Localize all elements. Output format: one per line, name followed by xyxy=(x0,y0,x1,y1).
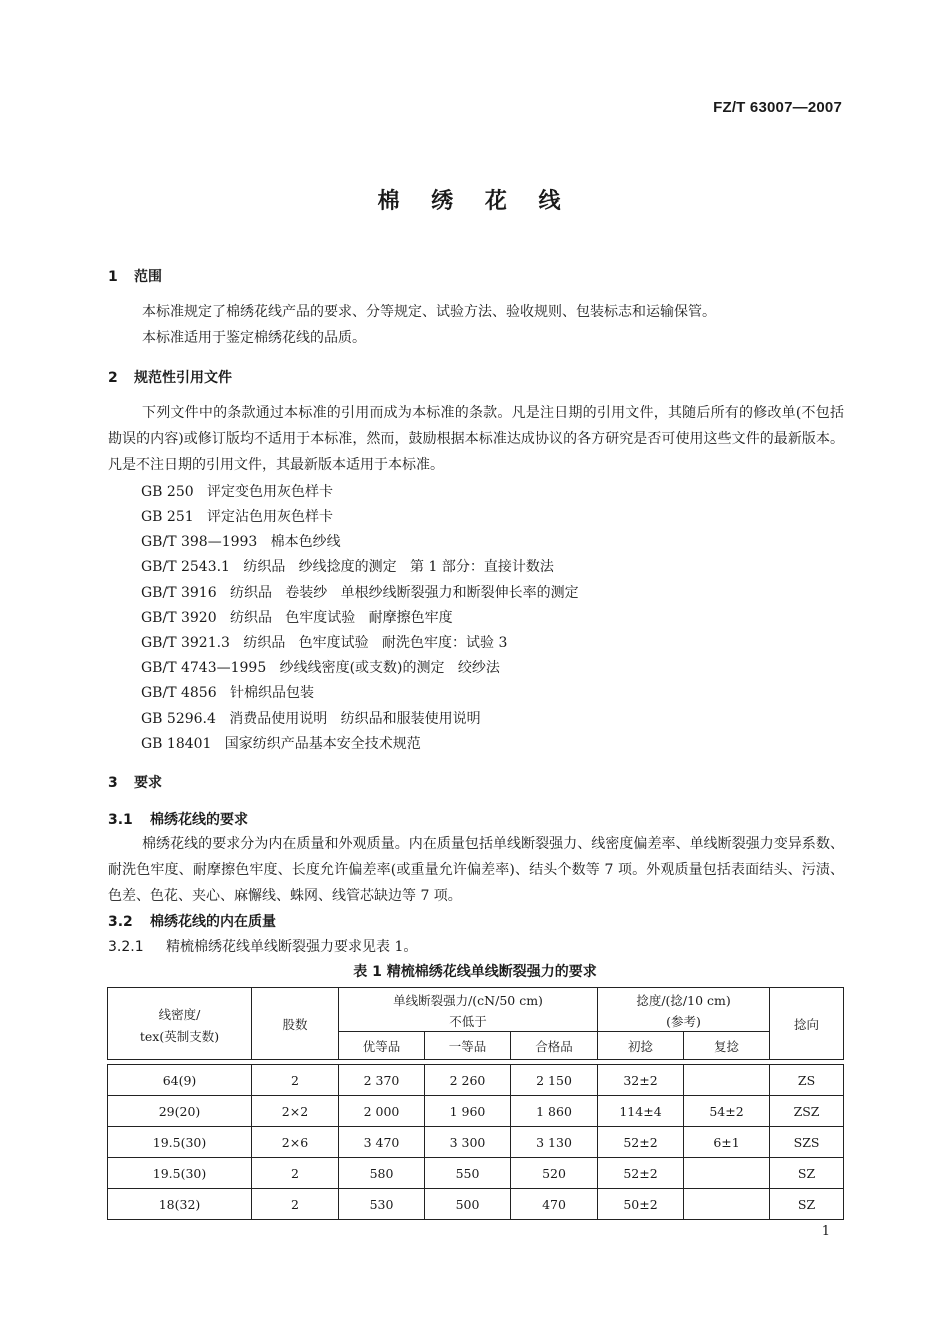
header-twist-sub: (参考) xyxy=(598,1012,770,1032)
section-text: 精梳棉绣花线单线断裂强力要求见表 1。 xyxy=(166,939,418,955)
cell: 2 xyxy=(252,1158,339,1189)
cell: 470 xyxy=(511,1189,598,1220)
reference-item: GB/T 4743—1995 纱线线密度(或支数)的测定 绞纱法 xyxy=(141,660,500,676)
cell: 1 960 xyxy=(425,1096,511,1127)
reference-item: GB/T 398—1993 棉本色纱线 xyxy=(141,534,341,550)
header-twist-initial: 初捻 xyxy=(598,1032,684,1060)
cell: 64(9) xyxy=(108,1065,252,1096)
standard-number: FZ/T 63007—2007 xyxy=(713,99,842,116)
cell xyxy=(684,1189,770,1220)
cell: SZS xyxy=(770,1127,844,1158)
cell: 50±2 xyxy=(598,1189,684,1220)
cell: 1 860 xyxy=(511,1096,598,1127)
section-title: 范围 xyxy=(134,269,162,285)
cell xyxy=(684,1158,770,1189)
cell: 54±2 xyxy=(684,1096,770,1127)
table-row xyxy=(108,1096,844,1127)
cell: 530 xyxy=(339,1189,425,1220)
section-3-1-heading xyxy=(108,809,248,829)
section-1-heading xyxy=(108,266,162,286)
header-direction: 捻向 xyxy=(770,988,844,1060)
section-title: 棉绣花线的要求 xyxy=(150,812,248,828)
cell: 2 xyxy=(252,1189,339,1220)
cell: 2 370 xyxy=(339,1065,425,1096)
reference-item: GB/T 3916 纺织品 卷装纱 单根纱线断裂强力和断裂伸长率的测定 xyxy=(141,585,579,601)
cell: 500 xyxy=(425,1189,511,1220)
cell: SZ xyxy=(770,1158,844,1189)
header-line: 线密度/ xyxy=(158,1006,201,1022)
table-caption: 表 1 精梳棉绣花线单线断裂强力的要求 xyxy=(353,964,597,980)
header-strength-sub: 不低于 xyxy=(339,1012,598,1032)
page-number: 1 xyxy=(821,1224,830,1239)
table-row xyxy=(108,1189,844,1220)
cell: 19.5(30) xyxy=(108,1158,252,1189)
section-3-2-heading xyxy=(108,911,276,931)
header-line: tex(英制支数) xyxy=(139,1028,220,1044)
document-title: 棉 绣 花 线 xyxy=(377,189,573,214)
cell: 3 130 xyxy=(511,1127,598,1158)
cell: 6±1 xyxy=(684,1127,770,1158)
cell: 52±2 xyxy=(598,1127,684,1158)
section-3-2-1 xyxy=(108,936,417,956)
reference-item: GB/T 3920 纺织品 色牢度试验 耐摩擦色牢度 xyxy=(141,610,453,626)
section-3-heading xyxy=(108,772,162,792)
cell: 550 xyxy=(425,1158,511,1189)
header-linear-density xyxy=(108,988,252,1060)
table-row xyxy=(108,1158,844,1189)
cell xyxy=(684,1065,770,1096)
header-twist: 捻度/(捻/10 cm) xyxy=(598,988,770,1012)
section-3-1-text: 棉绣花线的要求分为内在质量和外观质量。内在质量包括单线断裂强力、线密度偏差率、单线断裂强力变异系数、耐洗色牢度、耐摩擦色牢度、长度允许偏差率(或重量允许偏差率)、结头个数等 7 项。外观质量包括表面结头、污渍、色差、色花、夹心、麻懈线、蛛网、线管芯缺边等 7 项。 xyxy=(108,836,844,904)
section-1-paragraph-2: 本标准适用于鉴定棉绣花线的品质。 xyxy=(142,330,366,346)
cell: 3 470 xyxy=(339,1127,425,1158)
reference-item: GB/T 2543.1 纺织品 纱线捻度的测定 第 1 部分：直接计数法 xyxy=(141,559,554,575)
cell: 2 000 xyxy=(339,1096,425,1127)
reference-item: GB 5296.4 消费品使用说明 纺织品和服装使用说明 xyxy=(141,711,481,727)
cell: SZ xyxy=(770,1189,844,1220)
section-number: 3.1 xyxy=(108,812,133,828)
cell: 3 300 xyxy=(425,1127,511,1158)
cell: 19.5(30) xyxy=(108,1127,252,1158)
section-number: 1 xyxy=(108,269,118,285)
cell: 2 xyxy=(252,1065,339,1096)
cell: 32±2 xyxy=(598,1065,684,1096)
cell: 2 150 xyxy=(511,1065,598,1096)
section-number: 3 xyxy=(108,775,118,791)
header-ply: 股数 xyxy=(252,988,339,1060)
strength-table xyxy=(107,987,844,1220)
cell: 52±2 xyxy=(598,1158,684,1189)
section-title: 规范性引用文件 xyxy=(134,370,232,386)
reference-item: GB 18401 国家纺织产品基本安全技术规范 xyxy=(141,736,421,752)
cell: 29(20) xyxy=(108,1096,252,1127)
section-2-heading xyxy=(108,367,232,387)
section-number: 3.2.1 xyxy=(108,939,144,955)
section-2-intro: 下列文件中的条款通过本标准的引用而成为本标准的条款。凡是注日期的引用文件，其随后所有的修改单(不包括勘误的内容)或修订版均不适用于本标准，然而，鼓励根据本标准达成协议的各方研究是否可使用这些文件的最新版本。凡是不注日期的引用文件，其最新版本适用于本标准。 xyxy=(108,405,844,473)
cell: 520 xyxy=(511,1158,598,1189)
reference-item: GB 250 评定变色用灰色样卡 xyxy=(141,484,333,500)
section-number: 2 xyxy=(108,370,118,386)
section-1-paragraph-1: 本标准规定了棉绣花线产品的要求、分等规定、试验方法、验收规则、包装标志和运输保管。 xyxy=(142,304,716,320)
cell: 114±4 xyxy=(598,1096,684,1127)
section-title: 棉绣花线的内在质量 xyxy=(150,914,276,930)
cell: 2 260 xyxy=(425,1065,511,1096)
cell: 580 xyxy=(339,1158,425,1189)
reference-item: GB/T 4856 针棉织品包装 xyxy=(141,685,314,701)
table-row xyxy=(108,1127,844,1158)
cell: 18(32) xyxy=(108,1189,252,1220)
cell: ZSZ xyxy=(770,1096,844,1127)
cell: ZS xyxy=(770,1065,844,1096)
header-strength: 单线断裂强力/(cN/50 cm) xyxy=(339,988,598,1012)
header-grade-premium: 优等品 xyxy=(339,1032,425,1060)
cell: 2×6 xyxy=(252,1127,339,1158)
reference-item: GB 251 评定沾色用灰色样卡 xyxy=(141,509,333,525)
header-grade-first: 一等品 xyxy=(425,1032,511,1060)
reference-item: GB/T 3921.3 纺织品 色牢度试验 耐洗色牢度：试验 3 xyxy=(141,635,508,651)
cell: 2×2 xyxy=(252,1096,339,1127)
header-twist-final: 复捻 xyxy=(684,1032,770,1060)
header-grade-qualified: 合格品 xyxy=(511,1032,598,1060)
section-title: 要求 xyxy=(134,775,162,791)
section-number: 3.2 xyxy=(108,914,133,930)
table-row xyxy=(108,1065,844,1096)
